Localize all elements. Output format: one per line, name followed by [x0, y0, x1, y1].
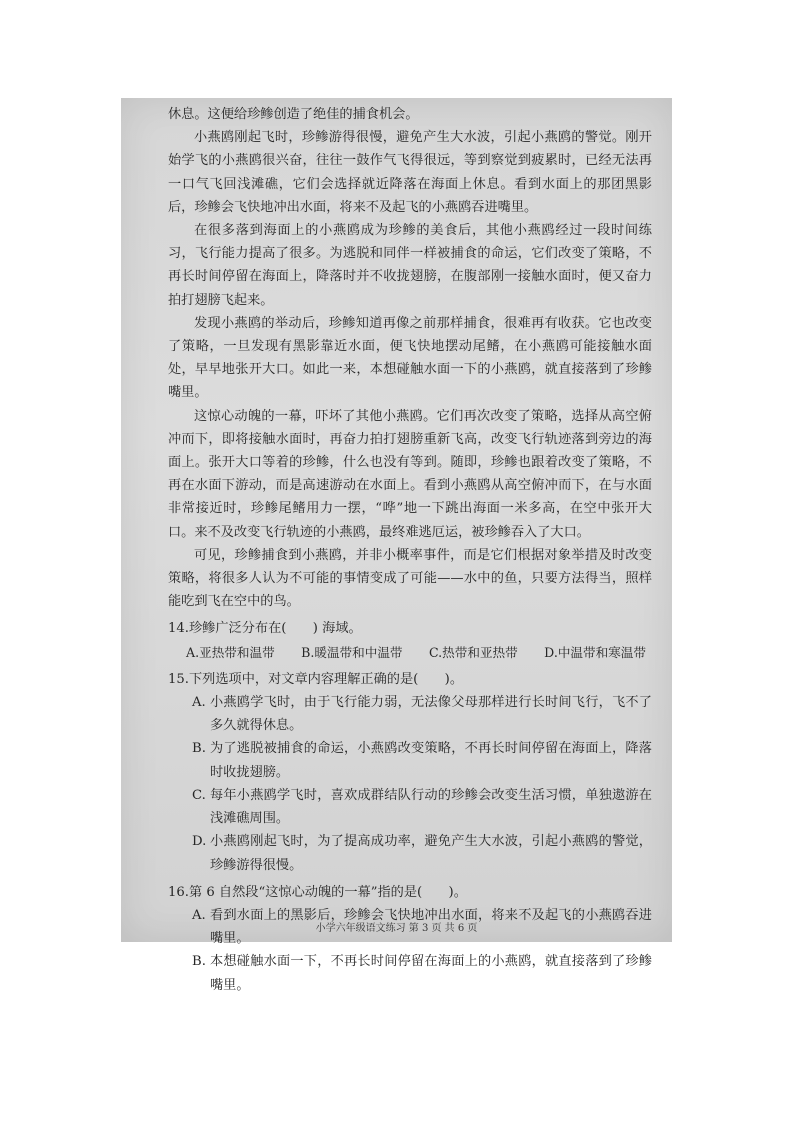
passage-paragraph: 发现小燕鸥的举动后，珍鲹知道再像之前那样捕食，很难再有收获。它也改变了策略，一旦发现有黑影靠近水面，便飞快地摆动尾鳍，在小燕鸥可能接触水面处，早早地张开大口。如此一来，本想碰触水面一下的小燕鸥，就直接落到了珍鲹嘴里。	[168, 315, 652, 401]
question-14-option-c: C.热带和亚热带	[428, 644, 518, 660]
question-14-option-a: A.亚热带和温带	[186, 644, 275, 660]
option-text: 看到水面上的黑影后，珍鲹会飞快地冲出水面，将来不及起飞的小燕鸥吞进嘴里。	[210, 907, 652, 947]
passage-paragraph: 这惊心动魄的一幕，吓坏了其他小燕鸥。它们再次改变了策略，选择从高空俯冲而下，即将接触水面时，再奋力拍打翅膀重新飞高，改变飞行轨迹落到旁边的海面上。张开大口等着的珍鲹，什么也没有等到。随即，珍鲹也跟着改变了策略，不再在水面下游动，而是高速游动在水面上。看到小燕鸥从高空俯冲而下，在与水面非常接近时，珍鲹尾鳍用力一摆，“哗”地一下跳出海面一米多高，在空中张开大口。来不及改变飞行轨迹的小燕鸥，最终难逃厄运，被珍鲹吞入了大口。	[168, 408, 652, 540]
question-14-option-b: B.暖温带和中温带	[301, 644, 403, 660]
question-15-stem: 15.下列选项中，对文章内容理解正确的是( )。	[168, 671, 464, 687]
option-letter: C.	[192, 787, 206, 803]
option-letter: D.	[192, 834, 207, 850]
question-14-options	[168, 641, 652, 664]
page-content	[168, 103, 652, 997]
question-15-option-b	[168, 737, 652, 783]
passage-paragraph: 在很多落到海面上的小燕鸥成为珍鲹的美食后，其他小燕鸥经过一段时间练习，飞行能力提高了很多。为逃脱和同伴一样被捕食的命运，它们改变了策略，不再长时间停留在海面上，降落时并不收拢翅膀，在腹部刚一接触水面时，便又奋力拍打翅膀飞起来。	[168, 223, 652, 308]
passage-paragraph: 休息。这便给珍鲹创造了绝佳的捕食机会。	[168, 107, 419, 122]
question-15-option-a	[168, 691, 652, 737]
option-text: 为了逃脱被捕食的命运，小燕鸥改变策略，不再长时间停留在海面上，降落时收拢翅膀。	[210, 741, 652, 780]
option-text: 本想碰触水面一下，不再长时间停留在海面上的小燕鸥，就直接落到了珍鲹嘴里。	[210, 954, 652, 993]
page-footer: 小学六年级语文练习 第 3 页 共 6 页	[315, 923, 478, 934]
question-14-stem: 14.珍鲹广泛分布在( ) 海域。	[168, 621, 362, 637]
question-16-stem: 16.第 6 自然段“这惊心动魄的一幕”指的是( )。	[168, 884, 467, 900]
question-15-option-d	[168, 830, 652, 876]
option-letter: A.	[192, 695, 206, 711]
option-text: 小燕鸥刚起飞时，为了提高成功率，避免产生大水波，引起小燕鸥的警觉，珍鲹游得很慢。	[210, 834, 652, 873]
option-letter: B.	[192, 954, 206, 970]
question-16-option-b	[168, 950, 652, 996]
option-text: 小燕鸥学飞时，由于飞行能力弱，无法像父母那样进行长时间飞行，飞不了多久就得休息。	[210, 695, 652, 734]
question-15-option-c	[168, 784, 652, 830]
question-14-option-d: D.中温带和寒温带	[544, 644, 646, 660]
option-letter: A.	[192, 907, 206, 923]
exam-page	[121, 98, 672, 993]
option-letter: B.	[192, 741, 206, 757]
option-text: 每年小燕鸥学飞时，喜欢成群结队行动的珍鲹会改变生活习惯，单独遨游在浅滩礁周围。	[210, 787, 652, 827]
passage-paragraph: 小燕鸥刚起飞时，珍鲹游得很慢，避免产生大水波，引起小燕鸥的警觉。刚开始学飞的小燕鸥很兴奋，往往一鼓作气飞得很远，等到察觉到疲累时，已经无法再一口气飞回浅滩礁，它们会选择就近降落在海面上休息。看到水面上的那团黑影后，珍鲹会飞快地冲出水面，将来不及起飞的小燕鸥吞进嘴里。	[168, 130, 652, 215]
passage-paragraph: 可见，珍鲹捕食到小燕鸥，并非小概率事件，而是它们根据对象举措及时改变策略，将很多人认为不可能的事情变成了可能——水中的鱼，只要方法得当，照样能吃到飞在空中的鸟。	[168, 547, 652, 610]
